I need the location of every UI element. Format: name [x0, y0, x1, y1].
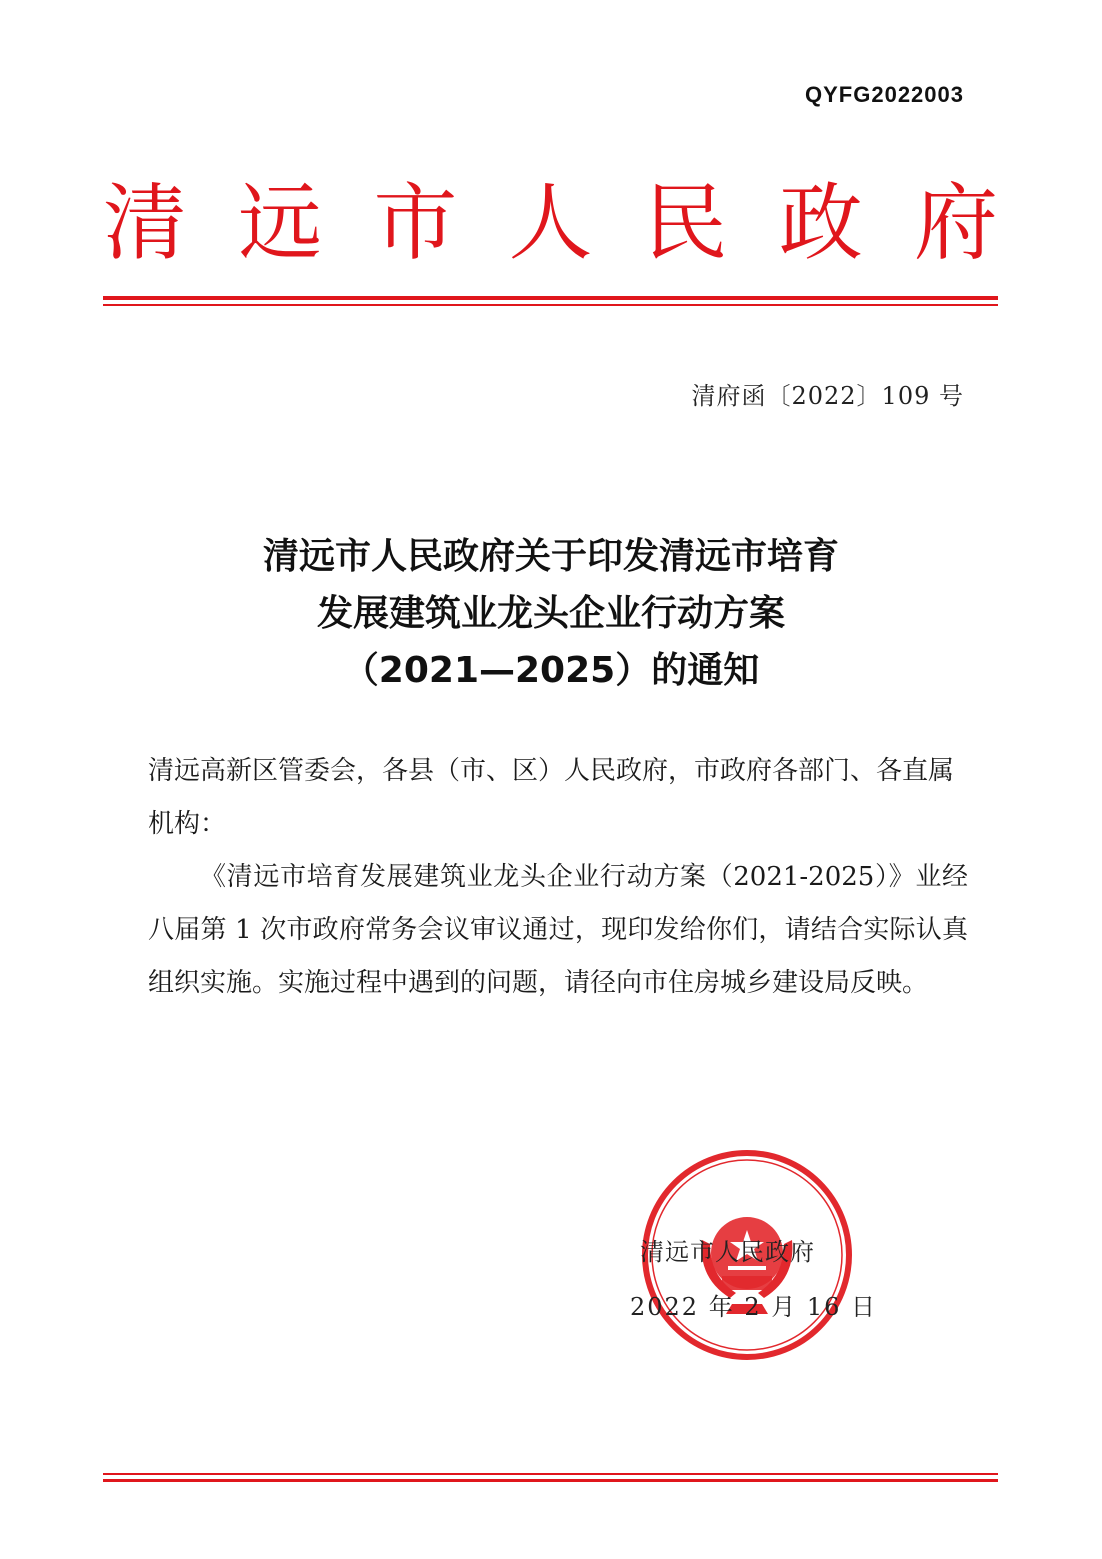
issuer-char: 市 [373, 174, 458, 272]
issuer-char: 人 [508, 174, 593, 272]
recipients: 清远高新区管委会，各县（市、区）人民政府，市政府各部门、各直属机构： [148, 756, 955, 839]
issuer-char: 清 [103, 174, 188, 272]
header-rule-thin [103, 304, 998, 306]
issuer-heading [103, 168, 998, 278]
signature-date: 2022 年 2 月 16 日 [630, 1293, 878, 1321]
footer-rule-bottom [103, 1479, 998, 1482]
body-paragraph: 《清远市培育发展建筑业龙头企业行动方案（2021-2025）》业经八届第 1 次市政府常务会议审议通过，现印发给你们，请结合实际认真组织实施。实施过程中遇到的问题，请径向市住房城乡建设局反映。 [148, 862, 968, 998]
title-line: （2021—2025）的通知 [342, 650, 760, 691]
issuer-char: 民 [643, 174, 728, 272]
header-rule-thick [103, 296, 998, 300]
issuer-char: 政 [778, 174, 863, 272]
title-line: 清远市人民政府关于印发清远市培育 [262, 536, 839, 577]
document-title [0, 528, 1102, 699]
issuer-char: 府 [913, 174, 998, 272]
document-body [148, 745, 968, 1010]
document-number: 清府函〔2022〕109 号 [691, 382, 964, 410]
title-line: 发展建筑业龙头企业行动方案 [316, 593, 785, 634]
document-code: QYFG2022003 [805, 82, 964, 107]
issuer-char: 远 [238, 174, 323, 272]
signature-org: 清远市人民政府 [640, 1238, 815, 1266]
footer-rule-top [103, 1473, 998, 1475]
